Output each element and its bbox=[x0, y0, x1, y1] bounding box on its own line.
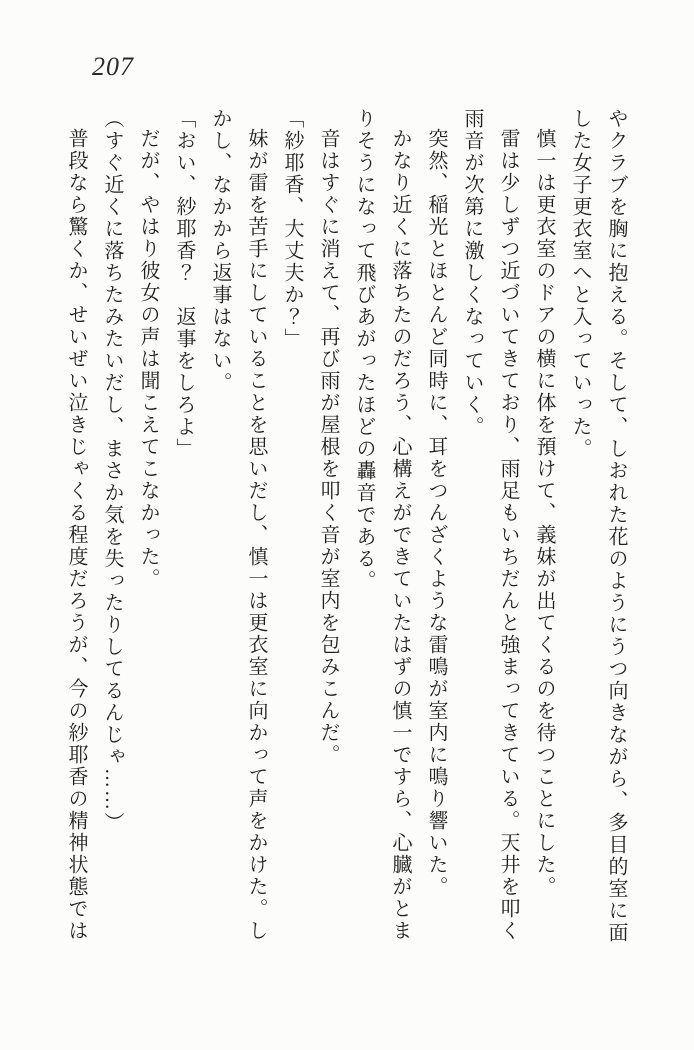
paragraph-10: だが、やはり彼女の声は聞こえてこなかった。 bbox=[137, 128, 159, 590]
paragraph-3: 雷は少しずつ近づいてきており、雨足もいちだんと強まってきている。天井を叩く雨音が次第に激しくなっていく。 bbox=[461, 108, 519, 942]
paragraph-6: 音はすぐに消えて、再び雨が屋根を叩く音が室内を包みこんだ。 bbox=[317, 128, 339, 766]
paragraph-1: やクラブを胸に抱える。そして、しおれた花のようにうつ向きながら、多目的室に面した女子更衣室へと入っていった。 bbox=[569, 108, 627, 944]
body-text bbox=[58, 108, 634, 948]
page-number: 207 bbox=[92, 52, 134, 81]
paragraph-11: （すぐ近くに落ちたみたいだし、まさか気を失ったりしてるんじゃ……） bbox=[101, 108, 123, 834]
paragraph-7: 「紗耶香、大丈夫か？」 bbox=[281, 108, 303, 350]
paragraph-12: 普段なら驚くか、せいぜい泣きじゃくる程度だろうが、今の紗耶香の精神状態では bbox=[65, 128, 87, 942]
paragraph-5: かなり近くに落ちたのだろう、心構えができていたはずの慎一ですら、心臓がとまりそうになって飛びあがったほどの轟音である。 bbox=[353, 108, 411, 942]
paragraph-9: 「おい、紗耶香？ 返事をしろよ」 bbox=[173, 108, 195, 460]
paragraph-2: 慎一は更衣室のドアの横に体を預けて、義妹が出てくるのを待つことにした。 bbox=[533, 128, 555, 898]
paragraph-4: 突然、稲光とほとんど同時に、耳をつんざくような雷鳴が室内に鳴り響いた。 bbox=[425, 128, 447, 898]
paragraph-8: 妹が雷を苦手にしていることを思いだし、慎一は更衣室に向かって声をかけた。しかし、なかから返事はない。 bbox=[209, 108, 267, 942]
